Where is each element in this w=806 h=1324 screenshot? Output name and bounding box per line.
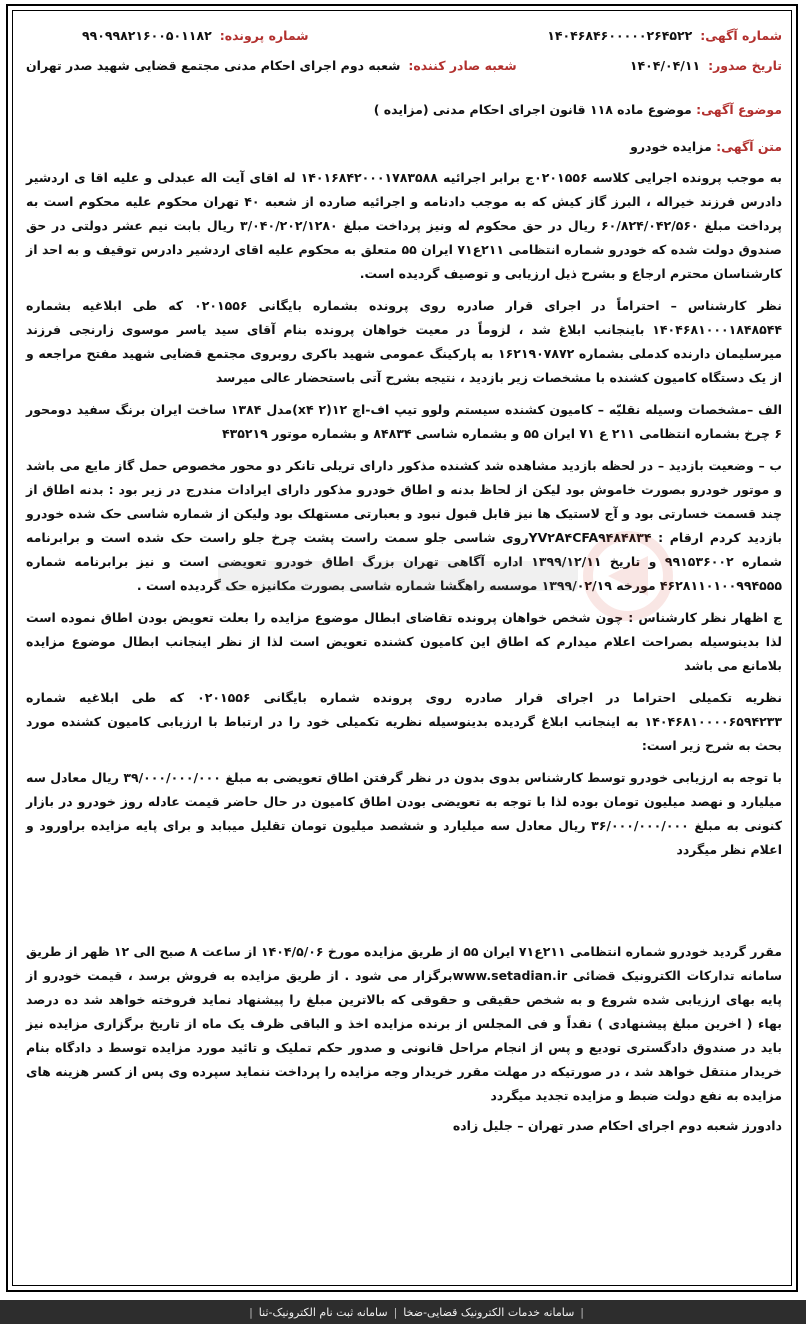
body-title: مزایده خودرو xyxy=(630,139,712,154)
case-number-value: ۹۹۰۹۹۸۲۱۶۰۰۵۰۱۱۸۲ xyxy=(82,28,212,43)
ad-number-label: شماره آگهی: xyxy=(700,28,782,43)
footer-separator: | xyxy=(580,1305,584,1319)
paragraph-supplementary: نظریه تکمیلی احتراما در اجرای قرار صادره روی پرونده شماره بایگانی ۰۲۰۱۵۵۶ که طی ابلاغیه شماره ۱۴۰۴۶۸۱۰۰۰۰۶۵۹۴۲۳۳ به اینجانب ابلاغ گردیده بدینوسیله نظریه تکمیلی خود را در ارتباط با ارزیابی کامیون کشنده مورد بحث به شرح زیر است: xyxy=(26,690,783,753)
subject-value: موضوع ماده ۱۱۸ قانون اجرای احکام مدنی (مزایده ) xyxy=(373,102,692,117)
paragraph-inspection-status: ب – وضعیت بازدید – در لحظه بازدید مشاهده شد کشنده مذکور دارای تریلی تانکر دو محور مخصوص حمل گاز مایع می باشد و موتور خودرو بصورت خاموش بود لیکن از لحاظ بدنه و اطاق خودرو مذکور دارای ایرادات مندرج در زیر بود : بدنه اطاق از چند قسمت خسارتی بود و آج لاستیک ها نیز قابل قبول نبود و بعبارتی مستهلک بود ولیکن از شماره شاسی حک شده خودرو بازدید کردم ارقام : YV۲A۴CFA۹۴۸۴۸۳۴روی شاسی جلو سمت راست پشت چرخ جلو راست حک شده است و برابرنامه شماره ۹۹۱۵۳۶۰۰۲ و تاریخ ۱۳۹۹/۱۲/۱۱ اداره آگاهی تهران بزرگ اطاق خودرو تعویضی است و نیز برابرنامه شماره ۴۶۲۸۱۱۰۱۰۰۹۹۴۵۵۵ مورخه ۱۳۹۹/۰۲/۱۹ موسسه راهگشا شماره شاسی بصورت مکانیزه حک گردیده است . xyxy=(26,458,783,593)
case-number-label: شماره پرونده: xyxy=(219,28,309,43)
footer-separator: | xyxy=(249,1305,253,1319)
issuer-value: شعبه دوم اجرای احکام مدنی مجتمع قضایی شهید صدر تهران xyxy=(26,58,401,73)
footer-link-sana[interactable]: سامانه ثبت نام الکترونیک-ثنا xyxy=(258,1305,388,1319)
issue-date-value: ۱۴۰۴/۰۴/۱۱ xyxy=(629,58,701,73)
signature: دادورز شعبه دوم اجرای احکام صدر تهران – جلیل زاده xyxy=(452,1118,782,1133)
footer-separator: | xyxy=(393,1305,398,1319)
footer-bar xyxy=(0,1300,806,1324)
paragraph-vehicle-specs: الف –مشخصات وسیله نقلیّه – کامیون کشنده سیستم ولوو تیپ اف-اچ ۱۲(۲ x۴)مدل ۱۳۸۴ ساخت ایران برنگ سفید دومحور ۶ چرخ بشماره انتظامی ۲۱۱ ع ۷۱ ایران ۵۵ و بشماره شاسی ۸۴۸۳۴ و بشماره موتور ۴۳۵۲۱۹ xyxy=(26,402,782,441)
issue-date-label: تاریخ صدور: xyxy=(708,58,782,73)
notice-inner-border xyxy=(12,10,792,1286)
paragraph-intro: به موجب پرونده اجرایی کلاسه ۰۲۰۱۵۵۶ج برابر اجرائیه ۱۴۰۱۶۸۴۲۰۰۰۱۷۸۳۵۸۸ له اقای آیت اله عبدلی و علیه اقا ی اردشیر دادرس فرزند خیراله ، البرز گاز کیش که به موجب دادنامه و اجرائیه صارده از شعبه ۴۰ تهران محکوم علیه محکوم است به پرداخت مبلغ ۶۰/۸۲۴/۰۴۲/۵۶۰ ریال در حق محکوم له ونیز پرداخت مبلغ ۳/۰۴۰/۲۰۲/۱۲۸۰ ریال بابت نیم عشر دولتی در حق صندوق دولت شده که خودرو شماره انتظامی ۲۱۱ع۷۱ ایران ۵۵ متعلق به محکوم علیه اقای اردشیر دادرس توقیف و به احد از کارشناسان محترم ارجاع و بشرح ذیل ارزیابی و توصیف گردیده است. xyxy=(26,170,782,281)
subject-label: موضوع آگهی: xyxy=(696,102,782,117)
paragraph-expert-opinion: نظر کارشناس – احتراماً در اجرای قرار صادره روی پرونده بشماره بایگانی ۰۲۰۱۵۵۶ که طی ابلاغیه بشماره ۱۴۰۴۶۸۱۰۰۰۱۸۴۸۵۴۴ باینجانب ابلاغ شد ، لزوماً در معیت خواهان پرونده بنام آقای سید یاسر موسوی زارنجی فرزند میرسلیمان دارنده کدملی بشماره ۱۶۲۱۹۰۷۸۷۲ به پارکینگ عمومی شهید باکری روبروی مجتمع قضایی شهید مفتح مراجعه و از یک دستگاه کامیون کشنده با مشخصات زیر بازدید ، نتیجه بشرح آتی باستحضار عالی میرسد xyxy=(26,298,782,385)
paragraph-valuation: با توجه به ارزیابی خودرو توسط کارشناس بدوی بدون در نظر گرفتن اطاق تعویضی به مبلغ ۳۹/۰۰۰/۰۰۰/۰۰۰ ریال معادل سه میلیارد و نهصد میلیون تومان بوده لذا با توجه به تعویضی بودن اطاق کامیون در حال حاضر قیمت عادله روز خودرو در بازار کنونی به مبلغ ۳۶/۰۰۰/۰۰۰/۰۰۰ ریال معادل سه میلیارد و ششصد میلیون تومان تقلیل میبابد و برای پایه مزایده براورود و اعلام نظر میگردد xyxy=(26,770,782,857)
paragraph-expert-statement: ج اظهار نظر کارشناس : چون شخص خواهان پرونده تقاضای ابطال موضوع مزایده را بعلت تعویض بودن اطاق نموده است لذا بدینوسیله بصراحت اعلام میدارم که اطاق این کامیون کشنده تعویض است لذا از نظر اینجانب ابطال موضوع مزایده بلامانع می باشد xyxy=(26,610,782,673)
notice-frame xyxy=(6,4,798,1292)
paragraph-auction-terms: مقرر گردید خودرو شماره انتظامی ۲۱۱ع۷۱ ایران ۵۵ از طریق مزایده مورخ ۱۴۰۴/۵/۰۶ از ساعت ۸ صبح الی ۱۲ ظهر از طریق سامانه تدارکات الکترونیک قضائی www.setadian.irبرگزار می شود . از طریق مزایده به فروش برسد ، قیمت خودرو از پایه بهای ارزیابی شده شروع و به شخص حقیقی و حقوقی که بالاترین مبلغ را پیشنهاد نماید فروخته خواهد شد ده درصد بهاء ( اخرین مبلغ پیشنهادی ) نقداً و فی المجلس از برنده مزایده اخذ و الباقی ظرف یک ماه از تاریخ برگزاری مزایده نیز باید در صندوق دادگستری تودیع و پس از انجام مراحل قانونی و صدور حکم تملیک و تائید مورد مزایده توسط د دادگاه بنام خریدار منتقل خواهد شد ، در صورتیکه در مهلت مقرر خریدار وجه مزایده را پرداخت ننماید سپرده وی پس از کسر هزینه های مزایده به نفع دولت ضبط و مزایده تجدید میگردد xyxy=(26,944,783,1103)
footer-link-zakha[interactable]: سامانه خدمات الکترونیک قضایی-ضخا xyxy=(403,1305,575,1319)
body-label: متن آگهی: xyxy=(716,139,782,154)
issuer-label: شعبه صادر کننده: xyxy=(408,58,517,73)
ad-number-value: ۱۴۰۴۶۸۴۶۰۰۰۰۰۲۶۴۵۲۲ xyxy=(547,28,693,43)
